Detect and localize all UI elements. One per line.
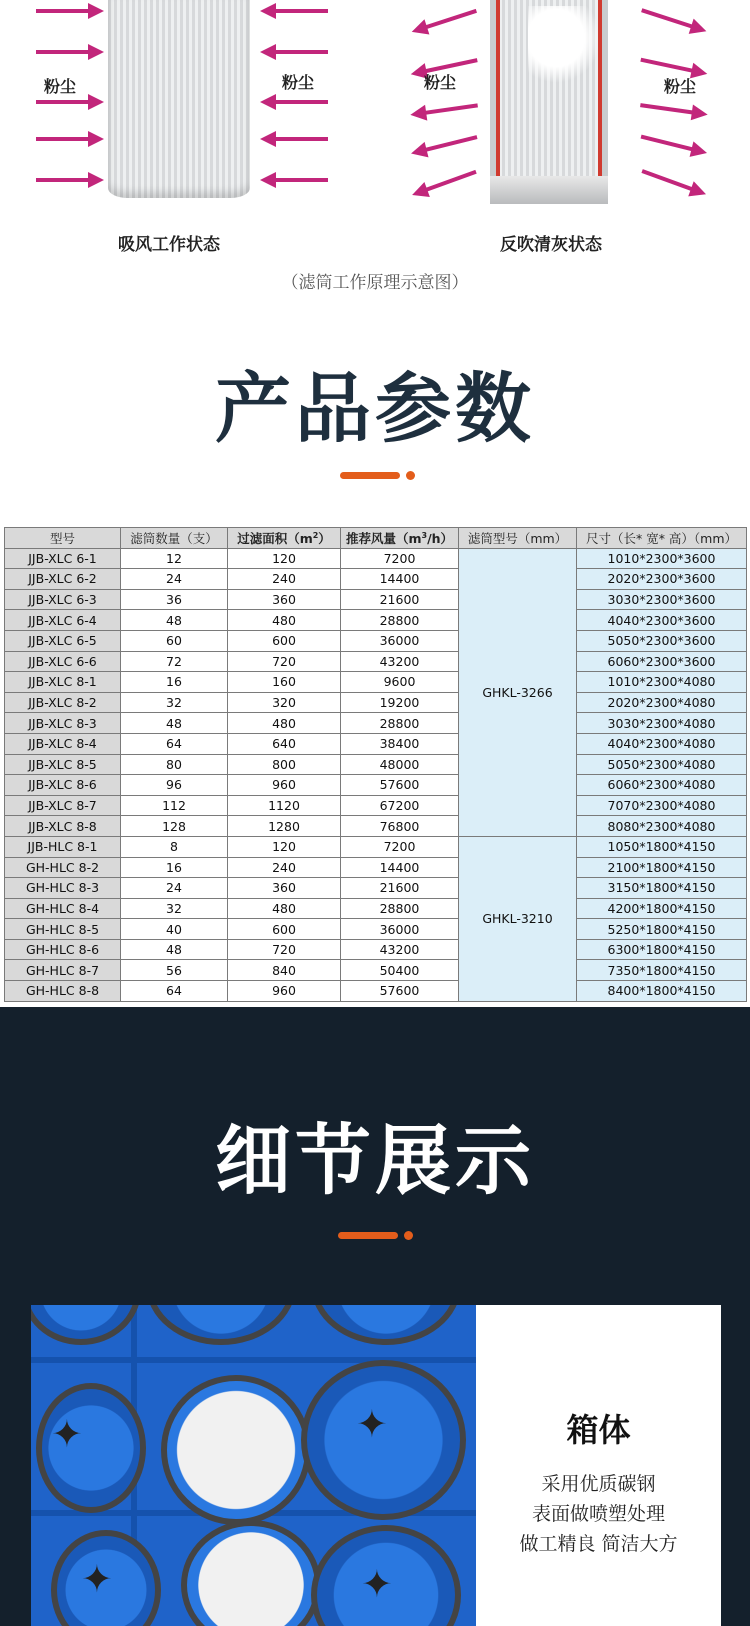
cell-airflow: 43200	[341, 939, 459, 960]
cell-airflow: 14400	[341, 569, 459, 590]
table-row	[5, 713, 747, 734]
title-underline-dot	[404, 1231, 413, 1240]
airflow-arrow-icon	[640, 132, 710, 159]
cell-area: 1120	[228, 795, 341, 816]
header-airflow: 推荐风量$(m^3/h)$	[341, 528, 459, 549]
cell-size: 1050*1800*4150	[577, 836, 747, 857]
params-title: 产品参数	[215, 364, 535, 453]
cell-count: 16	[121, 857, 228, 878]
cell-size: 8080*2300*4080	[577, 816, 747, 837]
table-row	[5, 816, 747, 837]
cell-size: 4200*1800*4150	[577, 898, 747, 919]
cell-count: 16	[121, 672, 228, 693]
header-cartridge: 滤筒型号（mm）	[459, 528, 577, 549]
header-model: 型号	[5, 528, 121, 549]
cell-area: 600	[228, 919, 341, 940]
cell-count: 96	[121, 775, 228, 796]
cell-area: 600	[228, 630, 341, 651]
dust-cloud	[528, 6, 598, 86]
cell-size: 5050*2300*4080	[577, 754, 747, 775]
airflow-arrow-icon	[260, 97, 330, 107]
table-row	[5, 878, 747, 899]
cell-count: 32	[121, 692, 228, 713]
dust-label: 粉尘	[424, 73, 457, 92]
dust-label: 粉尘	[664, 77, 697, 96]
cell-model: GH-HLC 8-4	[5, 898, 121, 919]
detail-line: 表面做喷塑处理	[531, 1503, 665, 1525]
cell-model: JJB-XLC 6-5	[5, 630, 121, 651]
cell-cartridge: GHKL-3266	[459, 548, 577, 836]
table-row	[5, 733, 747, 754]
cell-model: GH-HLC 8-5	[5, 919, 121, 940]
params-table	[4, 527, 747, 1002]
cell-model: JJB-XLC 8-8	[5, 816, 121, 837]
airflow-arrow-icon	[640, 5, 710, 36]
cell-area: 640	[228, 733, 341, 754]
header-size: 尺寸（长* 宽* 高）（mm）	[577, 528, 747, 549]
cell-airflow: 76800	[341, 816, 459, 837]
cell-model: JJB-XLC 6-3	[5, 589, 121, 610]
cell-area: 720	[228, 939, 341, 960]
cell-airflow: 28800	[341, 610, 459, 631]
cell-area: 240	[228, 569, 341, 590]
airflow-arrow-icon	[36, 6, 106, 16]
cell-area: 840	[228, 960, 341, 981]
airflow-arrow-icon	[36, 97, 106, 107]
cleaning-state-caption: 反吹清灰状态	[500, 235, 602, 255]
table-row	[5, 919, 747, 940]
table-row	[5, 898, 747, 919]
table-row	[5, 981, 747, 1002]
airflow-arrow-icon	[640, 166, 709, 199]
cell-size: 2020*2300*4080	[577, 692, 747, 713]
airflow-arrow-icon	[260, 47, 330, 57]
cell-count: 64	[121, 981, 228, 1002]
airflow-arrow-icon	[260, 175, 330, 185]
cell-area: 960	[228, 775, 341, 796]
cell-model: JJB-XLC 8-7	[5, 795, 121, 816]
table-row	[5, 795, 747, 816]
table-row	[5, 610, 747, 631]
cell-area: 480	[228, 713, 341, 734]
cell-count: 60	[121, 630, 228, 651]
cell-count: 32	[121, 898, 228, 919]
cell-model: GH-HLC 8-6	[5, 939, 121, 960]
cell-area: 240	[228, 857, 341, 878]
cell-size: 7070*2300*4080	[577, 795, 747, 816]
cell-size: 1010*2300*3600	[577, 548, 747, 569]
cell-area: 480	[228, 610, 341, 631]
cell-airflow: 36000	[341, 919, 459, 940]
airflow-arrow-icon	[36, 134, 106, 144]
dust-label: 粉尘	[44, 77, 77, 96]
cell-airflow: 57600	[341, 775, 459, 796]
airflow-arrow-icon	[640, 100, 711, 120]
cell-size: 4040*2300*4080	[577, 733, 747, 754]
cell-area: 320	[228, 692, 341, 713]
cell-count: 48	[121, 610, 228, 631]
cell-model: JJB-XLC 6-1	[5, 548, 121, 569]
title-underline	[340, 472, 400, 479]
cell-airflow: 57600	[341, 981, 459, 1002]
cell-size: 1010*2300*4080	[577, 672, 747, 693]
header-count: 滤筒数量（支）	[121, 528, 228, 549]
cell-model: JJB-XLC 8-5	[5, 754, 121, 775]
cell-airflow: 21600	[341, 878, 459, 899]
cell-count: 24	[121, 878, 228, 899]
cell-airflow: 19200	[341, 692, 459, 713]
cell-count: 112	[121, 795, 228, 816]
cell-size: 2100*1800*4150	[577, 857, 747, 878]
airflow-arrow-icon	[260, 134, 330, 144]
detail-line: 做工精良 简洁大方	[519, 1533, 678, 1555]
cell-count: 24	[121, 569, 228, 590]
cell-count: 8	[121, 836, 228, 857]
cell-airflow: 48000	[341, 754, 459, 775]
working-state-caption: 吸风工作状态	[118, 235, 220, 255]
cell-airflow: 28800	[341, 898, 459, 919]
detail-heading: 箱体	[566, 1411, 631, 1449]
table-row	[5, 569, 747, 590]
cell-model: JJB-XLC 6-4	[5, 610, 121, 631]
table-row	[5, 857, 747, 878]
cell-model: JJB-XLC 8-3	[5, 713, 121, 734]
cabinet-photo: ✦ ✦ ✦ ✦	[31, 1305, 476, 1626]
cell-count: 72	[121, 651, 228, 672]
cell-airflow: 21600	[341, 589, 459, 610]
cell-model: JJB-XLC 8-2	[5, 692, 121, 713]
cell-airflow: 14400	[341, 857, 459, 878]
table-row	[5, 672, 747, 693]
cell-area: 480	[228, 898, 341, 919]
cell-airflow: 67200	[341, 795, 459, 816]
cell-area: 120	[228, 836, 341, 857]
cell-airflow: 36000	[341, 630, 459, 651]
cell-airflow: 7200	[341, 548, 459, 569]
cell-size: 6300*1800*4150	[577, 939, 747, 960]
title-underline-dot	[406, 471, 415, 480]
table-row	[5, 692, 747, 713]
details-title: 细节展示	[215, 1116, 535, 1205]
airflow-arrow-icon	[36, 47, 106, 57]
cell-count: 36	[121, 589, 228, 610]
cell-area: 720	[228, 651, 341, 672]
cell-airflow: 7200	[341, 836, 459, 857]
airflow-arrow-icon	[260, 6, 330, 16]
table-row	[5, 651, 747, 672]
cell-model: GH-HLC 8-2	[5, 857, 121, 878]
table-row	[5, 630, 747, 651]
airflow-arrow-icon	[410, 5, 480, 36]
airflow-arrow-icon	[410, 166, 479, 199]
diagram-note: （滤筒工作原理示意图）	[281, 273, 469, 293]
cell-size: 7350*1800*4150	[577, 960, 747, 981]
detail-card	[476, 1305, 721, 1626]
cell-size: 5250*1800*4150	[577, 919, 747, 940]
airflow-arrow-icon	[410, 132, 480, 159]
title-underline	[338, 1232, 398, 1239]
cell-model: GH-HLC 8-8	[5, 981, 121, 1002]
cell-airflow: 43200	[341, 651, 459, 672]
cell-size: 4040*2300*3600	[577, 610, 747, 631]
cell-model: JJB-XLC 6-2	[5, 569, 121, 590]
cell-area: 1280	[228, 816, 341, 837]
table-row	[5, 775, 747, 796]
cell-count: 12	[121, 548, 228, 569]
cell-model: GH-HLC 8-7	[5, 960, 121, 981]
cell-cartridge: GHKL-3210	[459, 836, 577, 1001]
airflow-arrow-icon	[410, 100, 481, 120]
cell-size: 3030*2300*3600	[577, 589, 747, 610]
cell-count: 40	[121, 919, 228, 940]
header-area: 过滤面积$(m^2)$	[228, 528, 341, 549]
cell-airflow: 50400	[341, 960, 459, 981]
cell-size: 6060*2300*3600	[577, 651, 747, 672]
cell-airflow: 38400	[341, 733, 459, 754]
filter-cartridge-working	[108, 0, 250, 198]
table-row	[5, 754, 747, 775]
cell-model: JJB-XLC 8-1	[5, 672, 121, 693]
cell-count: 128	[121, 816, 228, 837]
cell-area: 960	[228, 981, 341, 1002]
cell-size: 2020*2300*3600	[577, 569, 747, 590]
cell-model: JJB-XLC 6-6	[5, 651, 121, 672]
cell-count: 56	[121, 960, 228, 981]
cell-area: 120	[228, 548, 341, 569]
table-header-row	[5, 528, 747, 549]
detail-line: 采用优质碳钢	[541, 1473, 656, 1495]
cell-count: 48	[121, 713, 228, 734]
cell-model: JJB-HLC 8-1	[5, 836, 121, 857]
airflow-arrow-icon	[36, 175, 106, 185]
cell-airflow: 9600	[341, 672, 459, 693]
cell-count: 64	[121, 733, 228, 754]
cell-area: 160	[228, 672, 341, 693]
filter-diagram	[0, 0, 750, 300]
table-row	[5, 548, 747, 569]
table-row	[5, 589, 747, 610]
cell-size: 3030*2300*4080	[577, 713, 747, 734]
cell-size: 5050*2300*3600	[577, 630, 747, 651]
cell-count: 48	[121, 939, 228, 960]
cell-area: 360	[228, 878, 341, 899]
cell-size: 3150*1800*4150	[577, 878, 747, 899]
cell-area: 800	[228, 754, 341, 775]
dust-label: 粉尘	[282, 73, 315, 92]
cell-model: GH-HLC 8-3	[5, 878, 121, 899]
cell-airflow: 28800	[341, 713, 459, 734]
cell-count: 80	[121, 754, 228, 775]
table-row	[5, 836, 747, 857]
cell-area: 360	[228, 589, 341, 610]
table-row	[5, 939, 747, 960]
table-row	[5, 960, 747, 981]
cell-model: JJB-XLC 8-4	[5, 733, 121, 754]
cell-size: 8400*1800*4150	[577, 981, 747, 1002]
cell-model: JJB-XLC 8-6	[5, 775, 121, 796]
cell-size: 6060*2300*4080	[577, 775, 747, 796]
